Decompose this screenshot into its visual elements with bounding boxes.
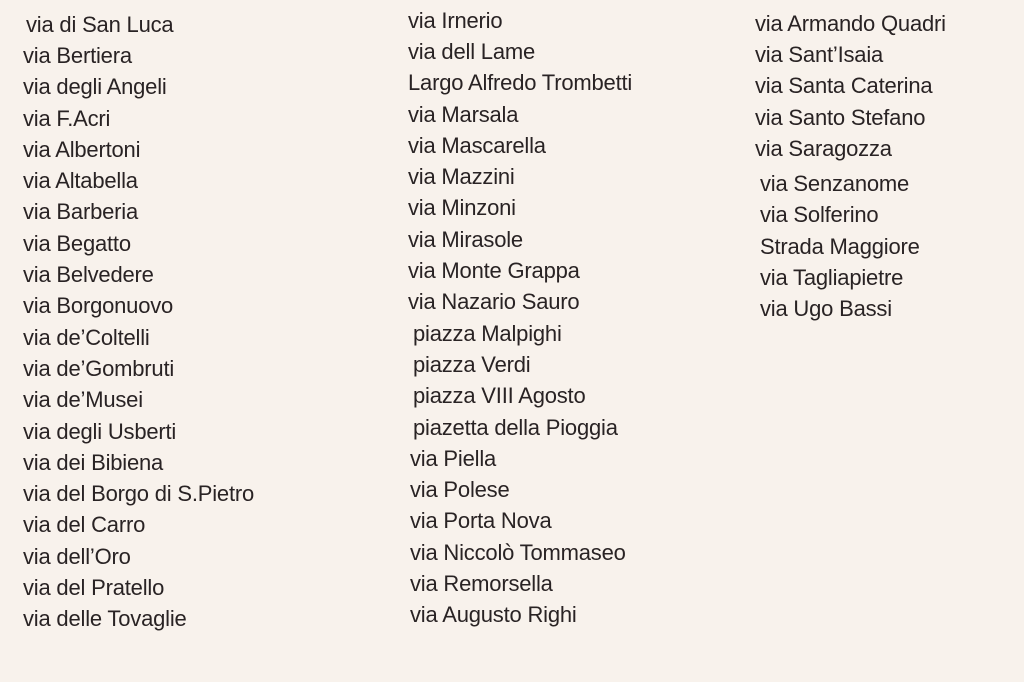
street-name: via Sant’Isaia [755,41,884,67]
street-name: piazza Verdi [413,351,531,377]
street-name: via degli Angeli [23,74,167,100]
street-name: piazza Malpighi [413,320,562,346]
street-name: via Belvedere [23,262,154,288]
street-list-column-3 [755,8,946,325]
street-name: via degli Usberti [23,418,177,444]
street-name: piazetta della Pioggia [413,414,618,440]
street-name: via Monte Grappa [408,258,580,284]
street-name: via Borgonuovo [23,293,174,319]
street-name: via Porta Nova [410,508,552,534]
street-name: via de’Musei [23,387,143,413]
street-name: via Santo Stefano [755,104,926,130]
street-name: via de’Coltelli [23,324,150,350]
street-name: via del Borgo di S.Pietro [23,481,255,507]
street-name: via dell Lame [408,38,536,64]
street-name: via de’Gombruti [23,355,175,381]
street-name: via dell’Oro [23,543,131,569]
street-name: via delle Tovaglie [23,606,187,632]
street-name: via Irnerio [408,7,503,33]
street-name: via Mirasole [408,226,523,252]
street-name: via Piella [410,445,497,471]
street-name: via Bertiera [23,42,132,68]
street-list-column-1 [23,9,254,635]
street-list-column-2 [408,5,632,631]
street-name: via del Pratello [23,574,165,600]
street-name: via Saragozza [755,135,892,161]
street-name: via Santa Caterina [755,73,933,99]
street-name: via Marsala [408,101,519,127]
street-name: via di San Luca [26,11,174,37]
street-name: via Nazario Sauro [408,289,580,315]
street-name: via Altabella [23,168,138,194]
street-name: Strada Maggiore [760,233,920,259]
street-name: via Minzoni [408,195,516,221]
street-name: via Polese [410,477,510,503]
street-name: via Armando Quadri [755,10,946,36]
street-name: via dei Bibiena [23,449,164,475]
street-name: via Begatto [23,230,131,256]
street-name: via Remorsella [410,570,553,596]
street-name: via F.Acri [23,105,111,131]
street-name: via Albertoni [23,136,141,162]
street-name: via Ugo Bassi [760,296,892,322]
street-name: via Barberia [23,199,138,225]
street-name: Largo Alfredo Trombetti [408,70,633,96]
street-name: via del Carro [23,512,146,538]
street-name: via Mazzini [408,164,515,190]
street-name: via Mascarella [408,132,546,158]
street-name: via Augusto Righi [410,602,577,628]
street-name: via Niccolò Tommaseo [410,539,626,565]
street-name: via Tagliapietre [760,265,904,291]
street-name: via Solferino [760,202,879,228]
street-name: piazza VIII Agosto [413,383,586,409]
street-name: via Senzanome [760,171,910,197]
